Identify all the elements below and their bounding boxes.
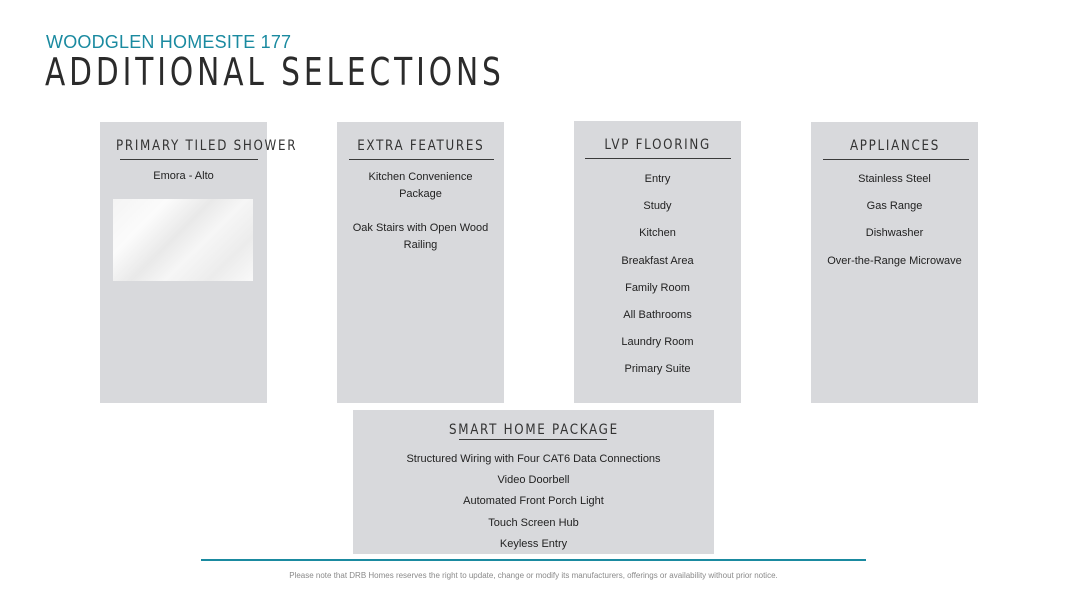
panel-lvp-flooring [574,121,741,403]
panel-appliances [811,122,978,403]
list-item: Gas Range [866,200,923,213]
page-title: ADDITIONAL SELECTIONS [45,50,505,94]
list-item: Structured Wiring with Four CAT6 Data Connections [406,453,661,465]
page-subtitle: WOODGLEN HOMESITE 177 [46,32,292,52]
panel-heading: EXTRA FEATURES [356,138,485,154]
list-item: All Bathrooms [623,309,692,322]
panel-heading: SMART HOME PACKAGE [448,422,619,438]
list-item: Keyless Entry [499,537,568,550]
panel-primary-tiled-shower [100,122,298,403]
footer-divider [201,559,866,561]
panel-heading: PRIMARY TILED SHOWER [115,138,298,154]
list-item: Entry [644,173,671,185]
heading-divider [459,439,607,440]
list-item: Touch Screen Hub [488,516,579,529]
list-item: Primary Suite [624,363,691,376]
list-item: Over-the-Range Microwave [827,254,962,267]
list-item: Stainless Steel [858,173,931,185]
disclaimer-note: Please note that DRB Homes reserves the right to update, change or modify its manufacturers, offerings or availability without prior notice. [289,571,778,580]
list-item: Breakfast Area [621,254,694,267]
list-item: Family Room [625,281,690,294]
heading-divider [349,159,494,160]
heading-divider [585,158,731,159]
panel-smart-home-package [353,410,714,554]
list-item: Kitchen Convenience Package [368,171,473,200]
heading-divider [823,159,969,160]
panel-extra-features [337,122,504,403]
list-item: Dishwasher [865,227,924,240]
list-item: Study [643,200,672,213]
panel-heading: LVP FLOORING [604,137,711,153]
panel-heading: APPLIANCES [849,138,940,154]
heading-divider [120,159,258,160]
list-item: Kitchen [639,227,676,240]
tile-swatch-image [113,199,253,281]
list-item: Emora - Alto [153,170,214,182]
list-item: Laundry Room [621,336,694,349]
list-item: Video Doorbell [497,474,570,487]
list-item: Oak Stairs with Open Wood Railing [352,222,489,251]
list-item: Automated Front Porch Light [463,495,604,508]
